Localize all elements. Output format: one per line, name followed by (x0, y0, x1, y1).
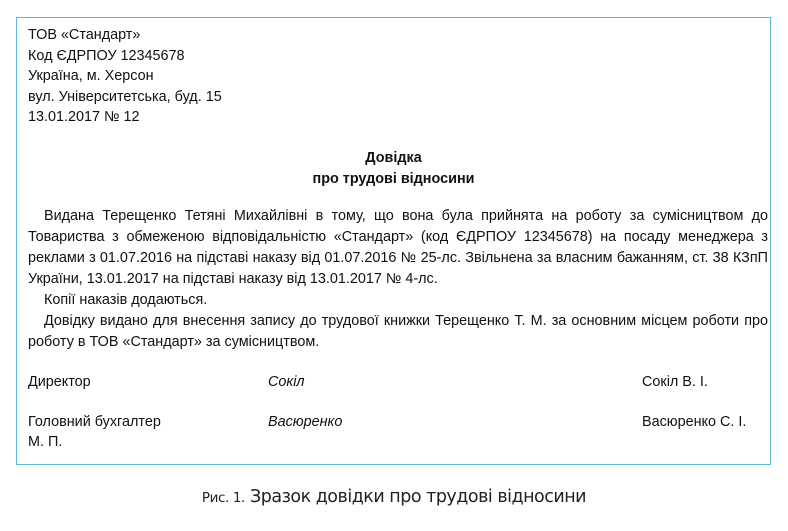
document-header (28, 25, 222, 128)
accountant-signature: Васюренко (268, 414, 343, 430)
body-paragraph-purpose: Довідку видано для внесення запису до трудової книжки Терещенко Т. М. за основним місцем роботи про роботу в ТОВ «Стандарт» за сумісництвом. (28, 313, 768, 350)
document-frame (16, 17, 771, 465)
director-signature: Сокіл (268, 374, 305, 390)
address-street: вул. Університетська, буд. 15 (28, 88, 222, 105)
document-title: Довідка (365, 150, 422, 166)
document-title-block (17, 148, 770, 190)
director-name: Сокіл В. І. (642, 374, 708, 390)
document-date-number: 13.01.2017 № 12 (28, 109, 140, 125)
company-code: Код ЄДРПОУ 12345678 (28, 47, 185, 64)
figure-caption (0, 487, 788, 507)
stamp-label: М. П. (28, 434, 63, 450)
body-paragraph-main: Видана Терещенко Тетяні Михайлівні в тому, що вона була прийнята на роботу за сумісництвом до Товариства з обмеженою відповідальністю «Стандарт» (код ЄДРПОУ 12345678) на посаду менеджера з реклами з 01.07.2016 на підставі наказу від 01.07.2016 № 25-лс. Звільнена за власним бажанням, ст. 38 КЗпП України, 13.01.2017 на підставі наказу від 13.01.2017 № 4-лс. (28, 208, 768, 287)
body-paragraph-attachments: Копії наказів додаються. (44, 292, 208, 308)
accountant-name: Васюренко С. І. (642, 414, 747, 430)
caption-text: Зразок довідки про трудові відносини (250, 487, 587, 507)
director-role: Директор (28, 374, 91, 390)
document-subtitle: про трудові відносини (312, 171, 475, 187)
caption-prefix: Рис. 1. (201, 490, 245, 506)
accountant-role: Головний бухгалтер (28, 414, 161, 430)
document-body (28, 206, 768, 353)
address-city: Україна, м. Херсон (28, 68, 154, 84)
company-name: ТОВ «Стандарт» (28, 27, 141, 43)
